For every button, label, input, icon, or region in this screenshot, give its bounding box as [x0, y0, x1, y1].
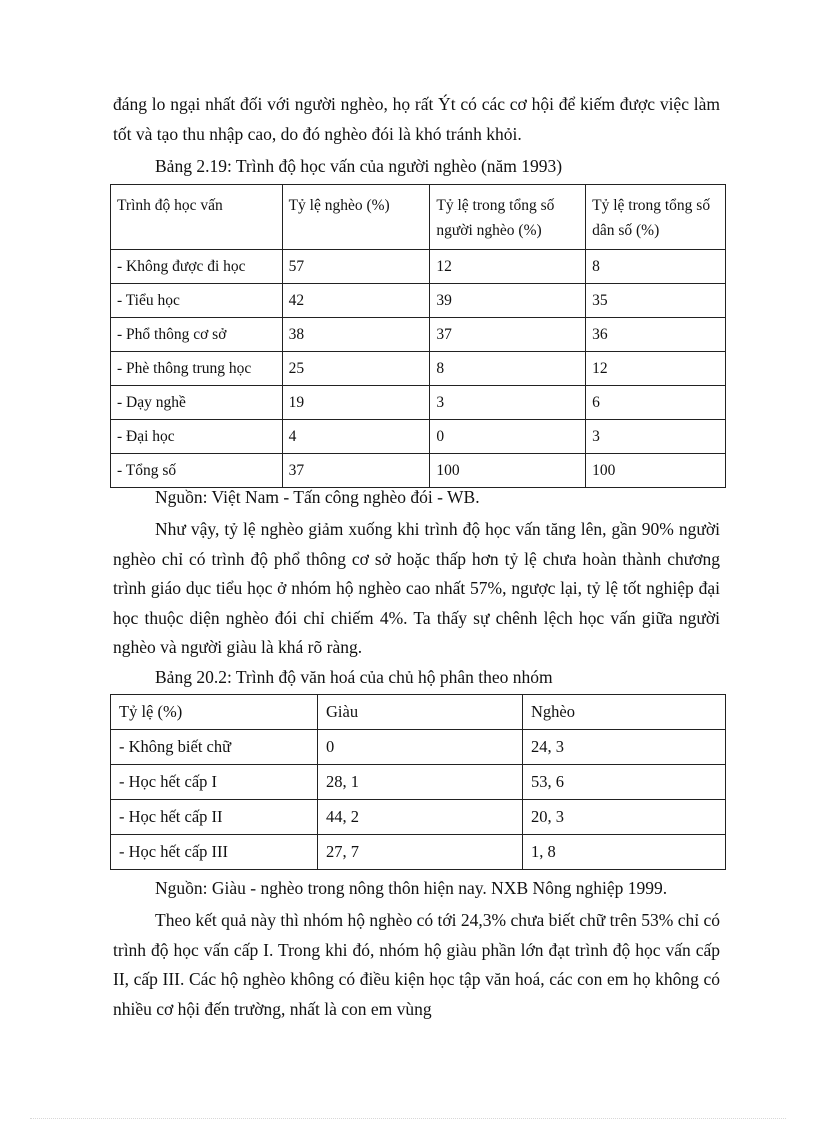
page-bottom-divider: [30, 1118, 786, 1119]
table1-caption: Bảng 2.19: Trình độ học vấn của người nghèo (năm 1993): [155, 156, 563, 176]
table-cell: - Học hết cấp II: [111, 800, 318, 835]
table-row: [111, 250, 726, 284]
table-row: [111, 420, 726, 454]
table-cell: 1, 8: [523, 835, 726, 870]
table-row: [111, 800, 726, 835]
table-cell: 4: [282, 420, 430, 454]
table-row: [111, 386, 726, 420]
table-cell: - Học hết cấp III: [111, 835, 318, 870]
table2-header-cell: Tỷ lệ (%): [111, 695, 318, 730]
table-cell: 24, 3: [523, 730, 726, 765]
table-row: [111, 835, 726, 870]
table-cell: - Phè thông trung học: [111, 352, 283, 386]
table2-header-cell: Nghèo: [523, 695, 726, 730]
table-row: [111, 730, 726, 765]
table-cell: 19: [282, 386, 430, 420]
table-row: [111, 765, 726, 800]
table-cell: 44, 2: [318, 800, 523, 835]
table1-header-cell: Trình độ học vấn: [111, 185, 283, 250]
paragraph-intro: đáng lo ngại nhất đối với người nghèo, họ rất Ýt có các cơ hội để kiếm được việc làm tốt và tạo thu nhập cao, do đó nghèo đói là khó tránh khỏi.: [113, 94, 720, 144]
table-cell: 36: [586, 318, 726, 352]
table2-header-row: [111, 695, 726, 730]
table2-header-cell: Giàu: [318, 695, 523, 730]
table-household-education-by-group: [110, 694, 726, 870]
table-cell: 8: [586, 250, 726, 284]
table-cell: 0: [318, 730, 523, 765]
table-cell: 28, 1: [318, 765, 523, 800]
table-cell: 25: [282, 352, 430, 386]
table-cell: - Không được đi học: [111, 250, 283, 284]
table-cell: 37: [430, 318, 586, 352]
table-cell: 100: [430, 454, 586, 488]
table-cell: - Tiểu học: [111, 284, 283, 318]
table-cell: - Học hết cấp I: [111, 765, 318, 800]
table-row: [111, 318, 726, 352]
table-cell: 53, 6: [523, 765, 726, 800]
table-row: [111, 284, 726, 318]
table1-header-row: [111, 185, 726, 250]
table-cell: 35: [586, 284, 726, 318]
table2-source: Nguồn: Giàu - nghèo trong nông thôn hiện nay. NXB Nông nghiệp 1999.: [155, 878, 668, 898]
table-cell: 38: [282, 318, 430, 352]
table-cell: 3: [586, 420, 726, 454]
table-row: [111, 352, 726, 386]
table-cell: 12: [586, 352, 726, 386]
table1-header-cell: Tỷ lệ trong tổng số dân số (%): [586, 185, 726, 250]
table2-caption: Bảng 20.2: Trình độ văn hoá của chủ hộ phân theo nhóm: [155, 667, 553, 687]
table-cell: 0: [430, 420, 586, 454]
paragraph-conclusion: Theo kết quả này thì nhóm hộ nghèo có tới 24,3% chưa biết chữ trên 53% chỉ có trình độ học vấn cấp I. Trong khi đó, nhóm hộ giàu phần lớn đạt trình độ học vấn cấp II, cấp III. Các hộ nghèo không có điều kiện học tập văn hoá, các con em họ không có nhiều cơ hội đến trường, nhất là con em vùng: [113, 910, 720, 1019]
table-cell: 3: [430, 386, 586, 420]
table-cell: 6: [586, 386, 726, 420]
table-cell: - Đại học: [111, 420, 283, 454]
table1-header-cell: Tỷ lệ nghèo (%): [282, 185, 430, 250]
table-cell: 42: [282, 284, 430, 318]
table-cell: - Không biết chữ: [111, 730, 318, 765]
table-education-level-poor: [110, 184, 726, 488]
table-cell: 57: [282, 250, 430, 284]
table-cell: - Tổng số: [111, 454, 283, 488]
table-cell: 20, 3: [523, 800, 726, 835]
table-cell: 8: [430, 352, 586, 386]
table-cell: 100: [586, 454, 726, 488]
table-row: [111, 454, 726, 488]
table-cell: 39: [430, 284, 586, 318]
table-cell: 12: [430, 250, 586, 284]
paragraph-analysis: Như vậy, tỷ lệ nghèo giảm xuống khi trình độ học vấn tăng lên, gần 90% người nghèo chỉ có trình độ phổ thông cơ sở hoặc thấp hơn tỷ lệ chưa hoàn thành chương trình giáo dục tiểu học ở nhóm hộ nghèo cao nhất 57%, ngược lại, tỷ lệ tốt nghiệp đại học thuộc diện nghèo đói chỉ chiếm 4%. Ta thấy sự chênh lệch học vấn giữa người nghèo và người giàu là khá rõ ràng.: [113, 519, 720, 657]
table-cell: 27, 7: [318, 835, 523, 870]
table1-header-cell: Tỷ lệ trong tổng số người nghèo (%): [430, 185, 586, 250]
table-cell: - Dạy nghề: [111, 386, 283, 420]
table-cell: - Phổ thông cơ sở: [111, 318, 283, 352]
table1-source: Nguồn: Việt Nam - Tấn công nghèo đói - WB.: [155, 487, 480, 507]
table-cell: 37: [282, 454, 430, 488]
